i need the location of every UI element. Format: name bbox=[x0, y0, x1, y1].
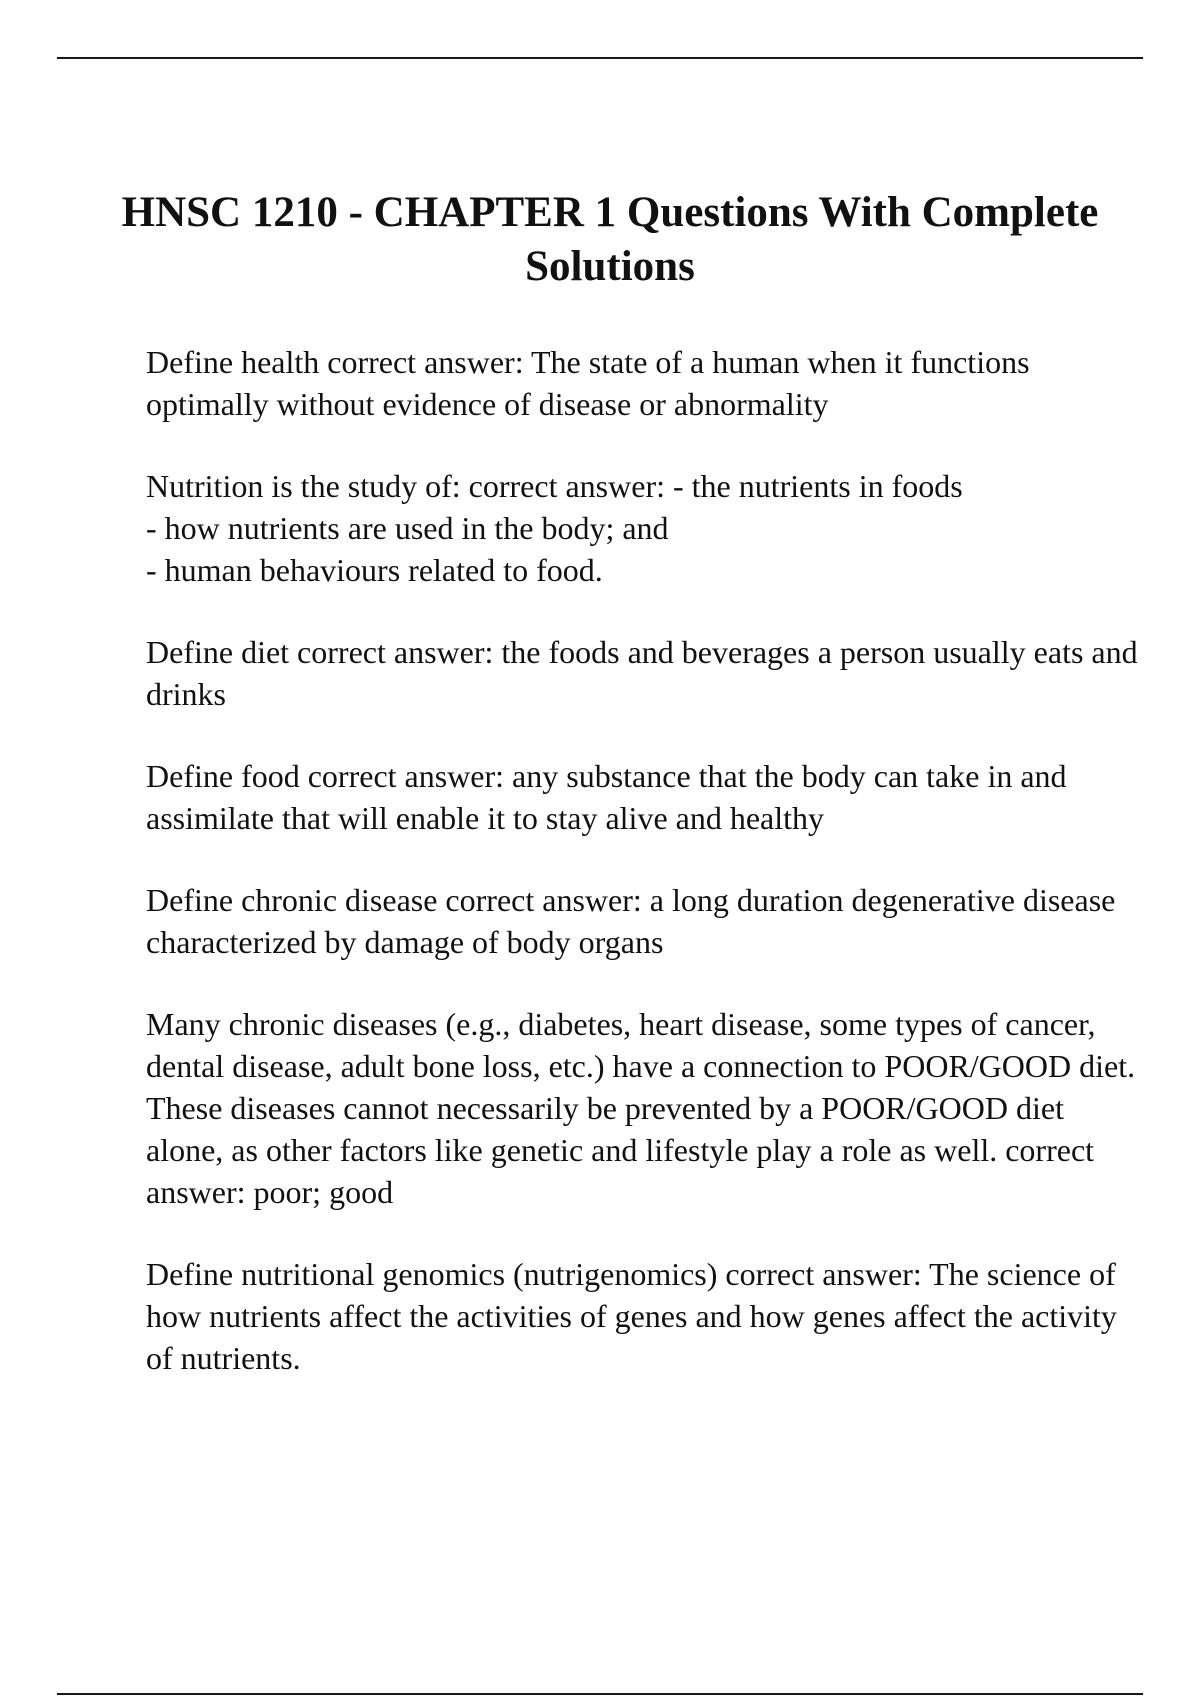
qa-item-poor-good-diet: Many chronic diseases (e.g., diabetes, heart disease, some types of cancer, dental disease, adult bone loss, etc.) have a connection to POOR/GOOD diet. These diseases cannot necessarily be prevented by a POOR/GOOD diet alone, as other factors like genetic and lifestyle play a role as well. correct answer: poor; good bbox=[146, 1006, 1136, 1210]
page-title: HNSC 1210 - CHAPTER 1 Questions With Complete Solutions bbox=[121, 189, 1099, 290]
qa-item-nutrigenomics: Define nutritional genomics (nutrigenomics) correct answer: The science of how nutrients affect the activities of genes and how genes affect the activity of nutrients. bbox=[146, 1256, 1117, 1376]
qa-item-food: Define food correct answer: any substance that the body can take in and assimilate that will enable it to stay alive and healthy bbox=[146, 758, 1067, 836]
qa-list bbox=[146, 341, 1146, 1419]
qa-item-nutrition: Nutrition is the study of: correct answer: - the nutrients in foods - how nutrients are used in the body; and - human behaviours related to food. bbox=[146, 468, 963, 588]
top-rule bbox=[57, 57, 1143, 59]
bottom-rule bbox=[57, 1693, 1143, 1695]
qa-item-health: Define health correct answer: The state of a human when it functions optimally without evidence of disease or abnormality bbox=[146, 344, 1030, 422]
qa-item-diet: Define diet correct answer: the foods and beverages a person usually eats and drinks bbox=[146, 634, 1138, 712]
qa-item-chronic-disease: Define chronic disease correct answer: a long duration degenerative disease characterized by damage of body organs bbox=[146, 882, 1116, 960]
